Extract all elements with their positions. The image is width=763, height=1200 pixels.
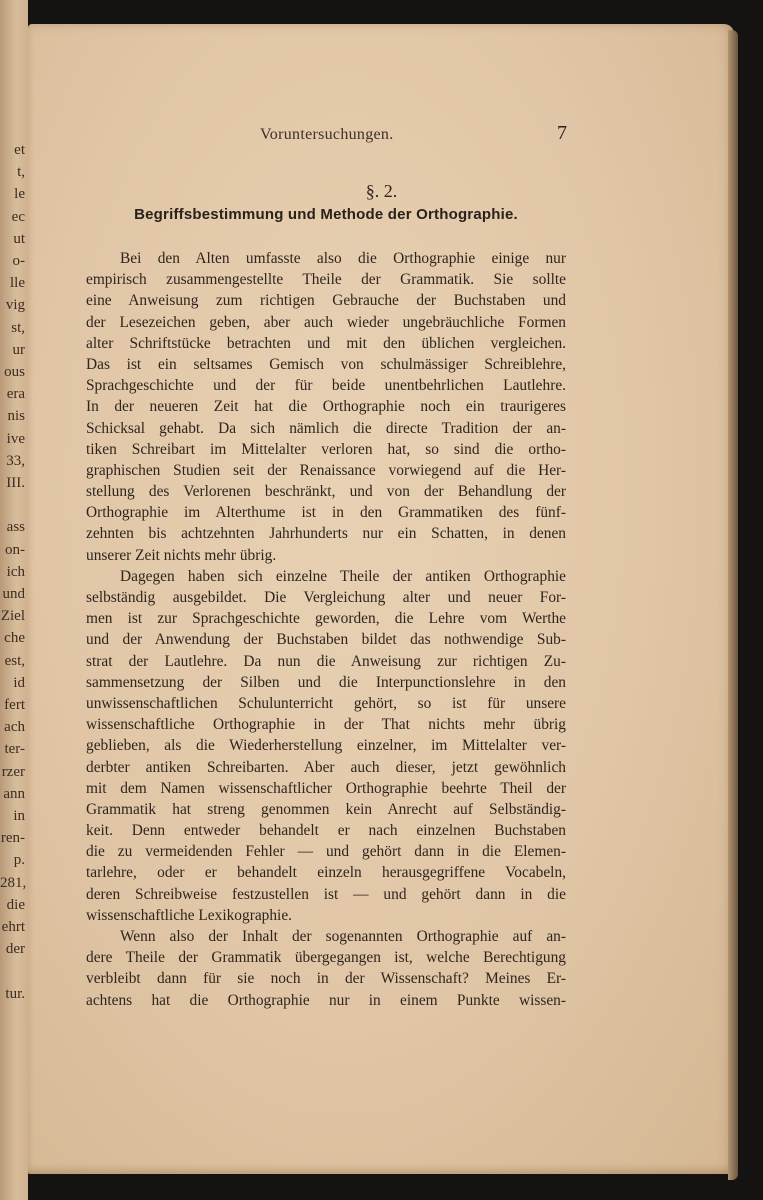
text-line: der Lesezeichen geben, aber auch wieder ungebräuchliche Formen [86, 313, 566, 331]
text-line: geblieben, als die Wiederherstellung einzelner, im Mittelalter ver- [86, 737, 566, 755]
left-page-fragment: fert [4, 697, 25, 713]
text-line: Schicksal gehabt. Da sich nämlich die directe Tradition der an- [86, 419, 566, 437]
text-line: eine Anweisung zum richtigen Gebrauche der Buchstaben und [86, 292, 566, 310]
left-page-fragment: ach [4, 719, 25, 736]
left-page-fragment: id [13, 674, 25, 691]
text-line: graphischen Studien seit der Renaissance vorwiegend auf die Her- [86, 461, 566, 479]
text-line: dere Theile der Grammatik übergegangen ist, welche Berechtigung [86, 949, 566, 967]
left-page-fragment: der [5, 941, 25, 958]
left-page-fragment: ous [4, 364, 25, 380]
text-line: deren Schreibweise festzustellen ist — und gehört dann in die [86, 885, 566, 903]
paragraph [86, 248, 566, 566]
text-line: tiken Schreibart im Mittelalter verloren hat, so sind die ortho- [86, 440, 566, 458]
running-head [0, 120, 763, 150]
left-page-fragment: die [6, 896, 25, 913]
left-page-fragment: era [6, 386, 25, 403]
section-number: §. 2. [365, 181, 398, 201]
text-line: die zu vermeidenden Fehler — und gehört dann in die Elemen- [86, 843, 566, 861]
left-page-fragment: est, [4, 652, 25, 669]
text-line: Bei den Alten umfasste also die Orthographie einige nur [120, 250, 566, 267]
text-line: stellung des Verlorenen beschränkt, und von der Behandlung der [86, 483, 566, 501]
left-page-fragment: on- [5, 541, 25, 558]
text-line: wissenschaftliche Lexikographie. [86, 906, 292, 924]
text-line: In der neueren Zeit hat die Orthographie noch ein traurigeres [86, 398, 566, 416]
text-line: strat der Lautlehre. Da nun die Anweisung zur richtigen Zu- [86, 652, 566, 670]
text-line: wissenschaftliche Orthographie in der That nichts mehr übrig [86, 716, 566, 734]
text-line: verbleibt dann für sie noch in der Wissenschaft? Meines Er- [86, 970, 566, 988]
text-line: men ist zur Sprachgeschichte geworden, die Lehre vom Werthe [86, 610, 566, 628]
left-page-fragment: ec [11, 208, 25, 225]
left-page-fragment: vig [5, 297, 25, 314]
section-heading: Begriffsbestimmung und Methode der Orthographie. [134, 206, 518, 223]
text-line: Wenn also der Inhalt der sogenannten Orthographie auf an- [120, 928, 566, 945]
text-line: unserer Zeit nichts mehr übrig. [86, 546, 277, 564]
left-page-fragment: che [4, 630, 25, 647]
left-page-fragment: ich [6, 563, 25, 580]
left-page-fragment: ren- [0, 830, 25, 847]
left-page-fragment: st, [11, 319, 25, 336]
paragraph [86, 566, 566, 926]
left-page-fragment: ass [6, 519, 25, 536]
previous-page-edge [0, 0, 28, 1200]
running-head-title: Voruntersuchungen. [260, 126, 394, 143]
left-page-fragment: Ziel [0, 608, 25, 625]
left-page-fragment: ur [12, 341, 25, 358]
left-page-fragment: ann [3, 785, 25, 802]
text-line: achtens hat die Orthographie nur in einem Punkte wissen- [86, 991, 566, 1009]
text-line: Das ist ein seltsames Gemisch von schulmässiger Schreiblehre, [86, 355, 566, 373]
left-page-fragment: nis [7, 408, 25, 425]
text-line: sammensetzung der Silben und die Interpunctionslehre in den [86, 673, 566, 691]
text-line: und der Anwendung der Buchstaben bildet das nothwendige Sub- [86, 631, 566, 649]
body-text [86, 248, 566, 1011]
left-page-fragment: ive [6, 430, 25, 447]
page-number: 7 [557, 122, 567, 144]
left-page-fragment: lle [10, 275, 25, 292]
text-line: alter Schriftstücke betrachten und mit den üblichen vergleichen. [86, 334, 566, 352]
left-page-fragment: und [2, 586, 25, 602]
text-line: unwissenschaftlichen Schulunterricht gehört, so ist für unsere [86, 694, 566, 712]
text-line: derbter antiken Schreibarten. Aber auch dieser, jetzt gewöhnlich [86, 758, 566, 776]
left-page-fragment: 33, [6, 452, 25, 469]
left-page-fragment: le [14, 186, 25, 203]
left-page-fragment: rzer [1, 763, 25, 780]
text-line: tarlehre, oder er behandelt einzeln herausgegriffene Vocabeln, [86, 864, 566, 882]
text-line: zehnten bis achtzehnten Jahrhunderts nur ein Schatten, in denen [86, 525, 566, 543]
text-line: Orthographie im Alterthume ist in den Grammatiken des fünf- [86, 504, 566, 522]
left-page-fragment: tur. [5, 985, 25, 1002]
text-line: selbständig ausgebildet. Die Vergleichung alter und neuer For- [86, 589, 566, 606]
left-page-fragment: ehrt [1, 919, 25, 935]
text-line: Grammatik hat streng genommen kein Anrecht auf Selbständig- [86, 800, 566, 818]
left-page-fragment: p. [13, 852, 25, 869]
text-line: Sprachgeschichte und der für beide unentbehrlichen Lautlehre. [86, 377, 566, 395]
text-line: empirisch zusammengestellte Theile der Grammatik. Sie sollte [86, 271, 566, 289]
left-page-fragment: ut [13, 230, 25, 247]
text-line: keit. Denn entweder behandelt er nach einzelnen Buchstaben [86, 822, 566, 840]
left-page-fragment: 281, [0, 874, 27, 891]
paragraph [86, 926, 566, 1011]
text-line: mit dem Namen wissenschaftlicher Orthographie beehrte Theil der [86, 779, 566, 797]
left-page-fragment: ter- [4, 741, 25, 758]
left-page-fragment: in [13, 808, 25, 824]
page-stack-edge [728, 30, 738, 1180]
left-page-fragment: III. [6, 475, 25, 491]
left-page-fragment: o- [12, 253, 25, 269]
text-line: Dagegen haben sich einzelne Theile der antiken Orthographie [120, 567, 566, 585]
left-page-fragment: t, [17, 164, 25, 181]
left-page-fragment: et [14, 142, 25, 158]
